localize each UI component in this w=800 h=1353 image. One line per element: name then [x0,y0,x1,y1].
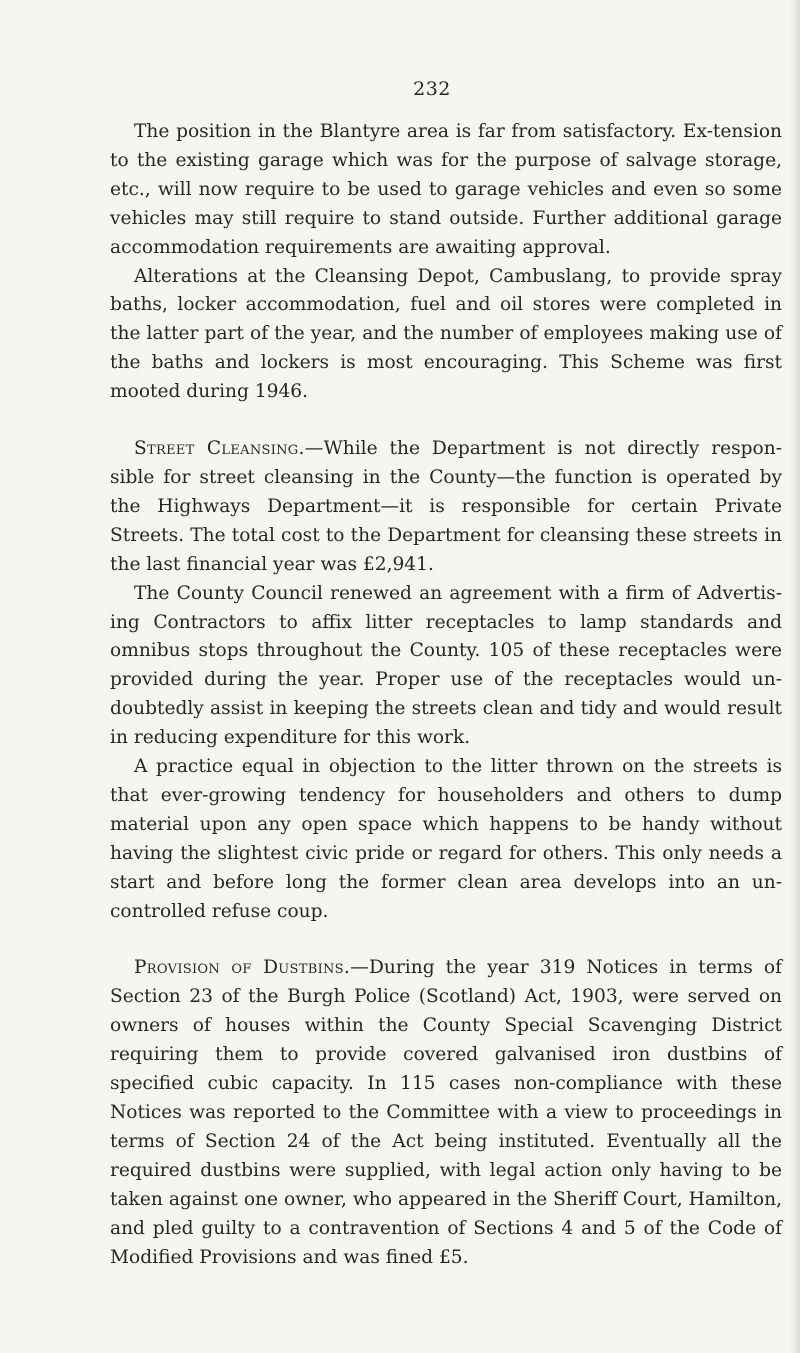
paragraph-dustbins [110,954,782,1272]
paragraph-street-cleansing [110,435,782,580]
paragraph-blantyre-garage [110,118,782,263]
section-heading-street-cleansing: Street Cleansing.— [134,438,324,460]
section-heading-dustbins: Provision of Dustbins.— [134,957,369,979]
paragraph-cambuslang-depot [110,263,782,408]
paragraph-text: While the Department is not directly respon-sible for street cleansing in the County—the function is operated by the Highways Department—it is responsible for certain Private Streets. The total cost to the Department for cleansing these streets in the last financial year was £2,941. [110,438,782,575]
paragraph-dumping [110,753,782,926]
paragraph-text: The position in the Blantyre area is far from satisfactory. Ex-tension to the existing garage which was for the purpose of salvage storage, etc., will now require to be used to garage vehicles and even so some vehicles may still require to stand outside. Further additional garage accommodation requirements are awaiting approval. [110,121,782,258]
page-edge-shadow [790,0,800,1353]
paragraph-text: A practice equal in objection to the litter thrown on the streets is that ever-growing tendency for householders and others to dump material upon any open space which happens to be handy without having the slightest civic pride or regard for others. This only needs a start and before long the former clean area develops into an un-controlled refuse coup. [110,756,782,922]
page-number: 232 [413,78,451,100]
paragraph-text: The County Council renewed an agreement with a firm of Advertis-ing Contractors to affix litter receptacles to lamp standards and omnibus stops throughout the County. 105 of these receptacles were provided during the year. Proper use of the receptacles would un-doubtedly assist in keeping the streets clean and tidy and would result in reducing expenditure for this work. [110,582,782,749]
paragraph-text: Alterations at the Cleansing Depot, Cambuslang, to provide spray baths, locker accommodation, fuel and oil stores were completed in the latter part of the year, and the number of employees making use of the baths and lockers is most encouraging. This Scheme was first mooted during 1946. [110,265,782,403]
paragraph-text: During the year 319 Notices in terms of Section 23 of the Burgh Police (Scotland) Act, 1903, were served on owners of houses within the County Special Scavenging District requiring them to provide covered galvanised iron dustbins of specified cubic capacity. In 115 cases non-compliance with these Notices was reported to the Committee with a view to proceedings in terms of Section 24 of the Act being instituted. Eventually all the required dustbins were supplied, with legal action only having to be taken against one owner, who appeared in the Sheriff Court, Hamilton, and pled guilty to a contravention of Sections 4 and 5 of the Code of Modified Provisions and was fined £5. [110,957,782,1268]
paragraph-litter-receptacles [110,580,782,753]
document-body [110,118,782,1272]
